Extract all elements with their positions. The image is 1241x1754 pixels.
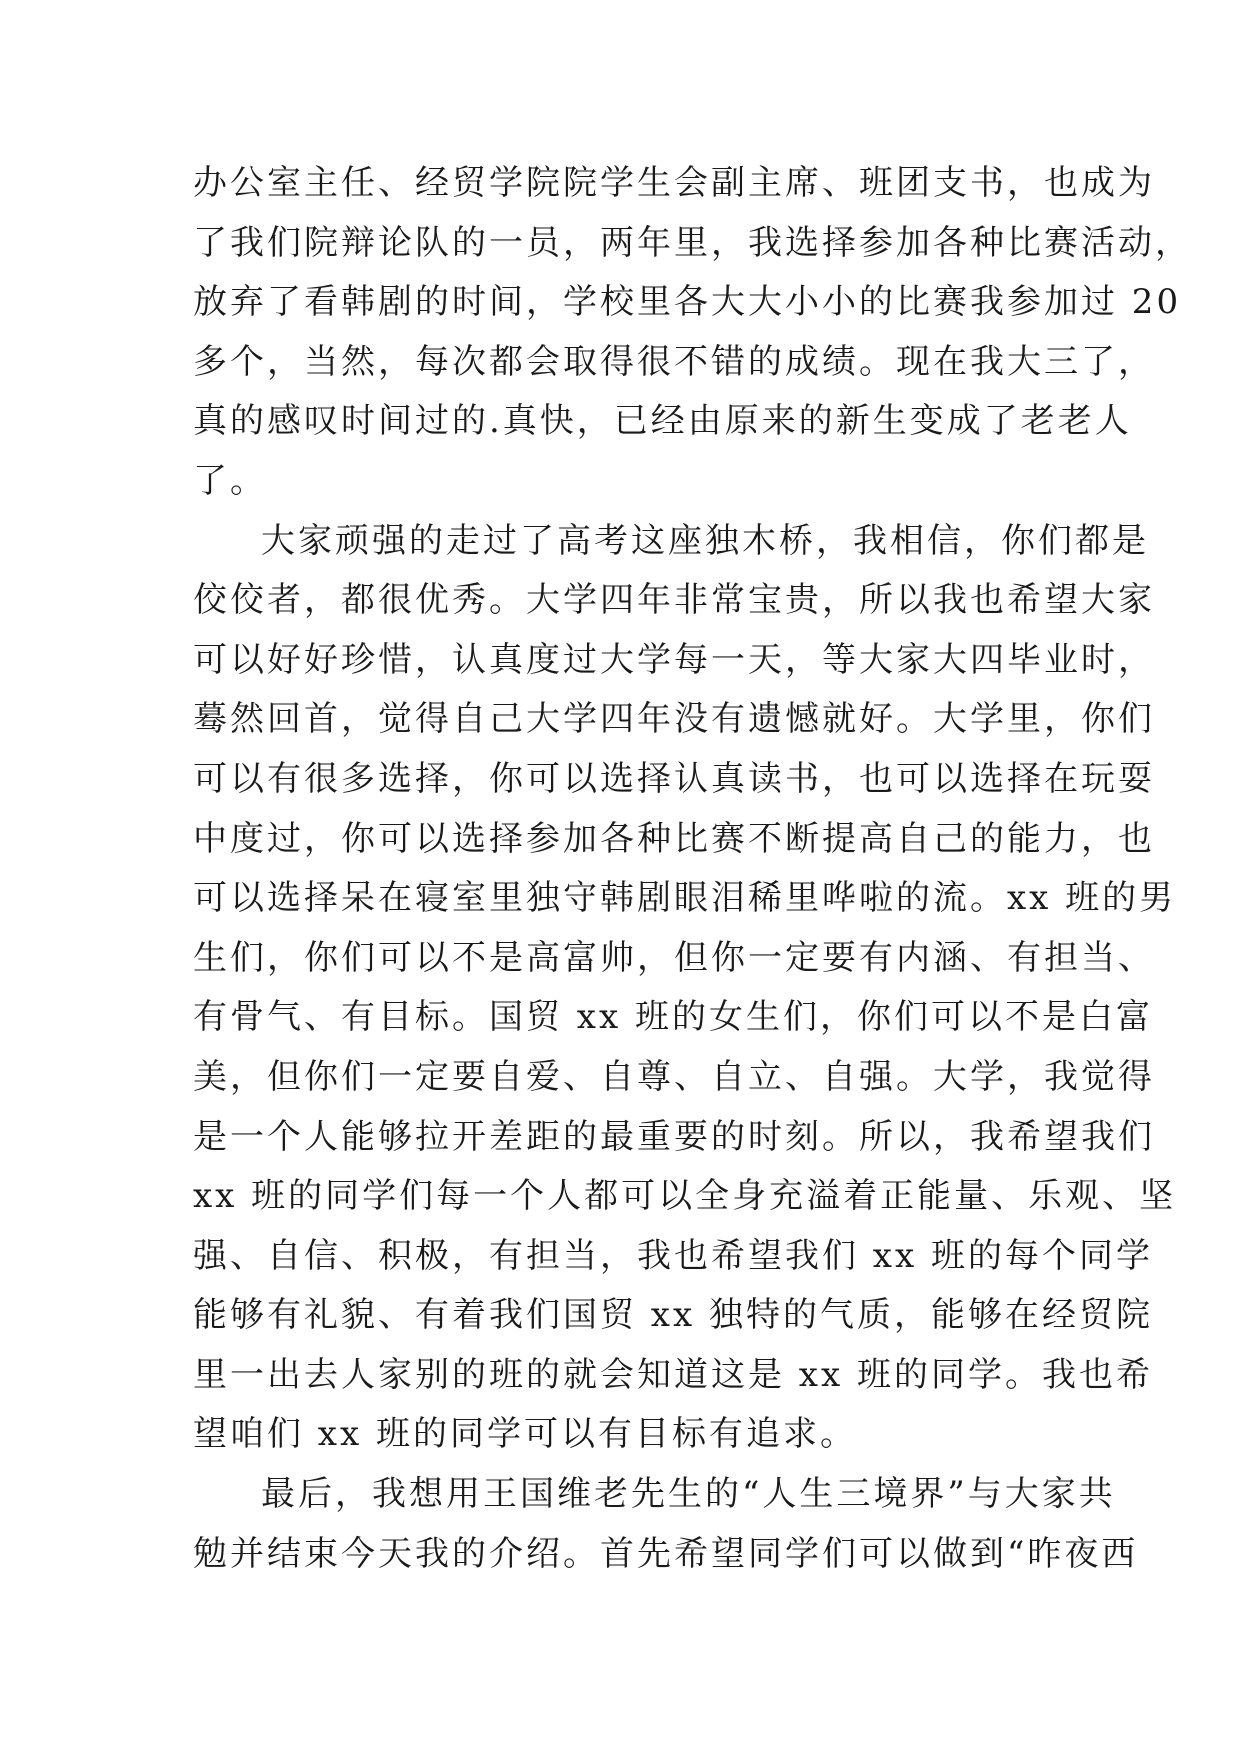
paragraph-2-line-6: 中度过，你可以选择参加各种比赛不断提高自己的能力，也: [193, 818, 1155, 859]
paragraph-2-line-9: 有骨气、有目标。国贸 xx 班的女生们，你们可以不是白富: [193, 997, 1153, 1038]
paragraph-2-line-14: 能够有礼貌、有着我们国贸 xx 独特的气质，能够在经贸院: [193, 1295, 1153, 1336]
paragraph-2-line-11: 是一个人能够拉开差距的最重要的时刻。所以，我希望我们: [193, 1116, 1155, 1157]
paragraph-2-line-15: 里一出去人家别的班的就会知道这是 xx 班的同学。我也希: [193, 1354, 1153, 1395]
paragraph-3-line-1: 最后，我想用王国维老先生的“人生三境界”与大家共: [261, 1474, 1116, 1515]
paragraph-2-line-4: 蓦然回首，觉得自己大学四年没有遗憾就好。大学里，你们: [193, 699, 1155, 740]
paragraph-2-line-16: 望咱们 xx 班的同学可以有目标有追求。: [193, 1414, 857, 1455]
paragraph-2-line-8: 生们，你们可以不是高富帅，但你一定要有内涵、有担当、: [193, 937, 1155, 978]
paragraph-1-line-5: 真的感叹时间过的.真快，已经由原来的新生变成了老老人: [193, 401, 1132, 442]
paragraph-2-line-2: 佼佼者，都很优秀。大学四年非常宝贵，所以我也希望大家: [193, 580, 1155, 621]
paragraph-1-line-6: 了。: [193, 460, 267, 501]
paragraph-1-line-2: 了我们院辩论队的一员，两年里，我选择参加各种比赛活动，: [193, 222, 1192, 263]
document-body: [193, 154, 1192, 1584]
paragraph-1-line-1: 办公室主任、经贸学院院学生会副主席、班团支书，也成为: [193, 163, 1155, 203]
paragraph-2-line-13: 强、自信、积极，有担当，我也希望我们 xx 班的每个同学: [193, 1235, 1153, 1276]
paragraph-3-line-2: 勉并结束今天我的介绍。首先希望同学们可以做到“昨夜西: [193, 1533, 1139, 1574]
paragraph-2-line-10: 美，但你们一定要自爱、自尊、自立、自强。大学，我觉得: [193, 1056, 1155, 1097]
paragraph-2-line-3: 可以好好珍惜，认真度过大学每一天，等大家大四毕业时，: [193, 639, 1155, 680]
paragraph-2-line-5: 可以有很多选择，你可以选择认真读书，也可以选择在玩耍: [193, 758, 1155, 799]
paragraph-2-line-1: 大家顽强的走过了高考这座独木桥，我相信，你们都是: [261, 520, 1149, 561]
paragraph-1-line-4: 多个，当然，每次都会取得很不错的成绩。现在我大三了，: [193, 341, 1155, 382]
paragraph-1-line-3: 放弃了看韩剧的时间，学校里各大大小小的比赛我参加过 20: [193, 282, 1182, 323]
paragraph-2-line-7: 可以选择呆在寝室里独守韩剧眼泪稀里哗啦的流。xx 班的男: [193, 878, 1177, 919]
paragraph-2-line-12: xx 班的同学们每一个人都可以全身充溢着正能量、乐观、坚: [193, 1176, 1177, 1217]
